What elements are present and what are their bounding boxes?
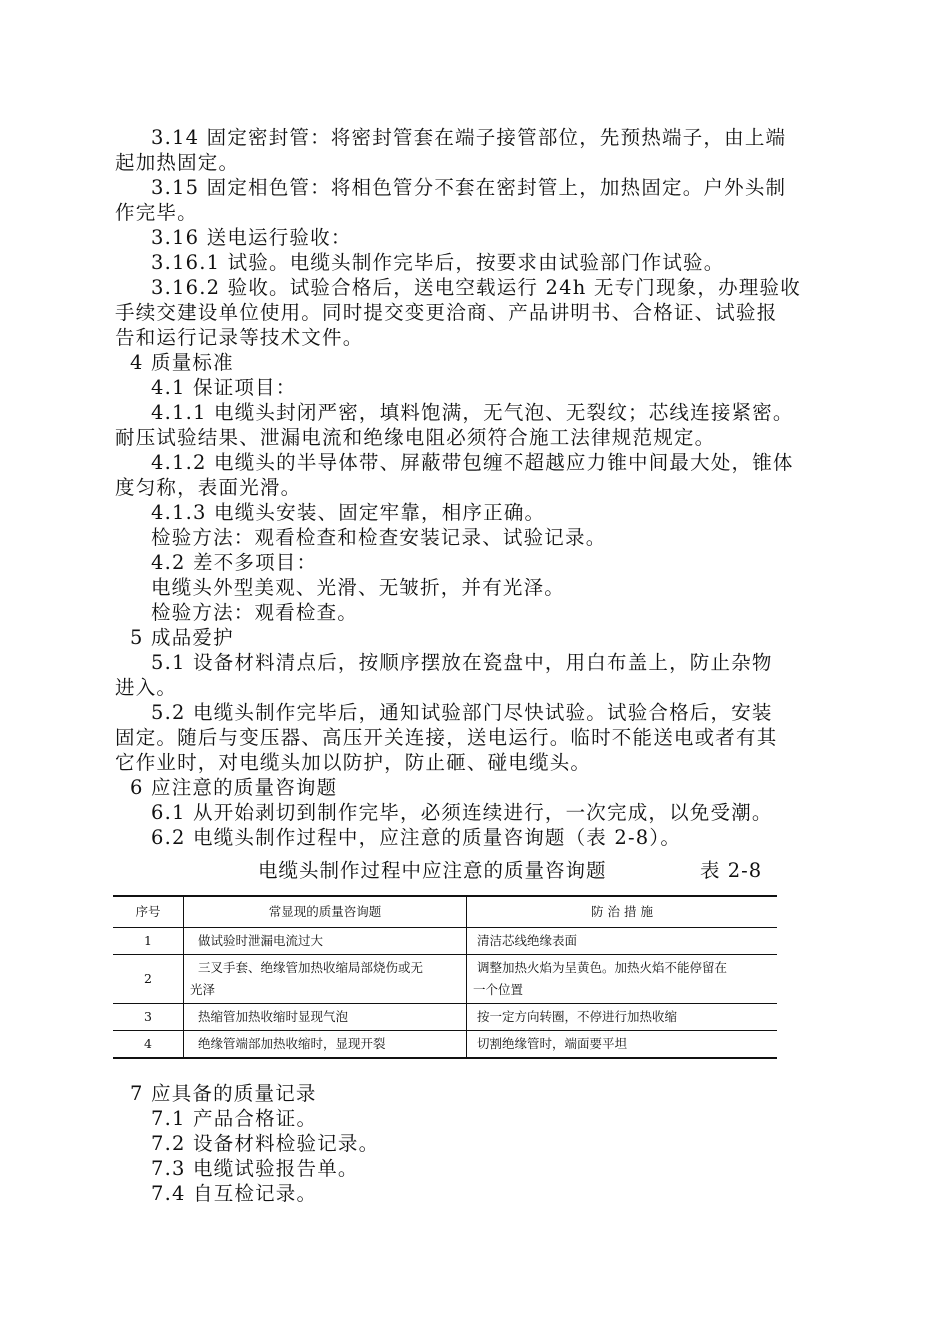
paragraph-line: 手续交建设单位使用。同时提交变更洽商、产品讲明书、合格证、试验报 — [115, 301, 778, 324]
paragraph-line: 6.2 电缆头制作过程中，应注意的质量咨询题（表 2-8）。 — [151, 826, 682, 849]
measure-cell: 切割绝缘管时，端面要平坦 — [467, 1031, 778, 1059]
paragraph-line: 4.1 保证项目： — [151, 376, 297, 399]
section-heading: 4 质量标准 — [130, 351, 234, 374]
section-heading: 7 应具备的质量记录 — [130, 1082, 317, 1105]
table-row — [113, 955, 777, 1004]
row-number: 1 — [113, 928, 184, 955]
paragraph-line: 7.3 电缆试验报告单。 — [151, 1157, 359, 1180]
column-header-measure: 防 治 措 施 — [467, 896, 778, 928]
table-row — [113, 1004, 777, 1031]
paragraph-line: 3.16 送电运行验收： — [151, 226, 352, 249]
column-header-no: 序号 — [113, 896, 184, 928]
paragraph-line: 3.15 固定相色管：将相色管分不套在密封管上，加热固定。户外头制 — [151, 176, 787, 199]
paragraph-line: 4.2 差不多项目： — [151, 551, 318, 574]
table-header-row — [113, 896, 777, 928]
problem-cell-line: 三叉手套、绝缘管加热收缩局部烧伤或无 — [198, 960, 424, 975]
paragraph-line: 耐压试验结果、泄漏电流和绝缘电阻必须符合施工法律规范规定。 — [115, 426, 716, 449]
row-number: 4 — [113, 1031, 184, 1059]
paragraph-line: 4.1.3 电缆头安装、固定牢靠，相序正确。 — [151, 501, 546, 524]
measure-cell: 清洁芯线绝缘表面 — [467, 928, 778, 955]
measure-cell — [467, 955, 778, 1004]
problem-cell: 绝缘管端部加热收缩时，显现开裂 — [184, 1031, 467, 1059]
paragraph-line: 检验方法：观看检查。 — [151, 601, 359, 624]
paragraph-line: 起加热固定。 — [115, 151, 240, 174]
paragraph-line: 告和运行记录等技术文件。 — [115, 326, 364, 349]
paragraph-line: 4.1.2 电缆头的半导体带、屏蔽带包缠不超越应力锥中间最大处，锥体 — [151, 451, 794, 474]
paragraph-line: 3.16.2 验收。试验合格后，送电空载运行 24h 无专门现象，办理验收 — [151, 276, 801, 299]
problem-cell — [184, 955, 467, 1004]
paragraph-line: 电缆头外型美观、光滑、无皱折，并有光泽。 — [151, 576, 566, 599]
paragraph-line: 4.1.1 电缆头封闭严密，填料饱满，无气泡、无裂纹；芯线连接紧密。 — [151, 401, 794, 424]
paragraph-line: 3.16.1 试验。电缆头制作完毕后，按要求由试验部门作试验。 — [151, 251, 725, 274]
paragraph-line: 6.1 从开始剥切到制作完毕，必须连续进行，一次完成，以免受潮。 — [151, 801, 773, 824]
measure-cell-line: 调整加热火焰为呈黄色。加热火焰不能停留在 — [477, 960, 728, 975]
paragraph-line: 进入。 — [115, 676, 178, 699]
table-caption: 电缆头制作过程中应注意的质量咨询题 — [258, 859, 607, 882]
paragraph-line: 固定。随后与变压器、高压开关连接，送电运行。临时不能送电或者有其 — [115, 726, 778, 749]
row-number: 2 — [113, 955, 184, 1004]
paragraph-line: 度匀称，表面光滑。 — [115, 476, 302, 499]
problem-cell-line: 光泽 — [190, 982, 216, 997]
paragraph-line: 它作业时，对电缆头加以防护，防止砸、碰电缆头。 — [115, 751, 592, 774]
measure-cell-line: 一个位置 — [473, 982, 524, 997]
paragraph-line: 7.4 自互检记录。 — [151, 1182, 318, 1205]
problem-cell: 热缩管加热收缩时显现气泡 — [184, 1004, 467, 1031]
quality-issues-table — [113, 895, 777, 1059]
paragraph-line: 7.2 设备材料检验记录。 — [151, 1132, 380, 1155]
table-row — [113, 1031, 777, 1059]
problem-cell: 做试验时泄漏电流过大 — [184, 928, 467, 955]
paragraph-line: 3.14 固定密封管：将密封管套在端子接管部位，先预热端子，由上端 — [151, 126, 787, 149]
paragraph-line: 7.1 产品合格证。 — [151, 1107, 318, 1130]
paragraph-line: 作完毕。 — [115, 201, 198, 224]
section-heading: 5 成品爱护 — [130, 626, 234, 649]
row-number: 3 — [113, 1004, 184, 1031]
paragraph-line: 5.1 设备材料清点后，按顺序摆放在瓷盘中，用白布盖上，防止杂物 — [151, 651, 773, 674]
table-number: 表 2-8 — [700, 859, 763, 882]
measure-cell: 按一定方向转圈，不停进行加热收缩 — [467, 1004, 778, 1031]
table-row — [113, 928, 777, 955]
paragraph-line: 5.2 电缆头制作完毕后，通知试验部门尽快试验。试验合格后，安装 — [151, 701, 773, 724]
section-heading: 6 应注意的质量咨询题 — [130, 776, 338, 799]
paragraph-line: 检验方法：观看检查和检查安装记录、试验记录。 — [151, 526, 607, 549]
column-header-problem: 常显现的质量咨询题 — [184, 896, 467, 928]
